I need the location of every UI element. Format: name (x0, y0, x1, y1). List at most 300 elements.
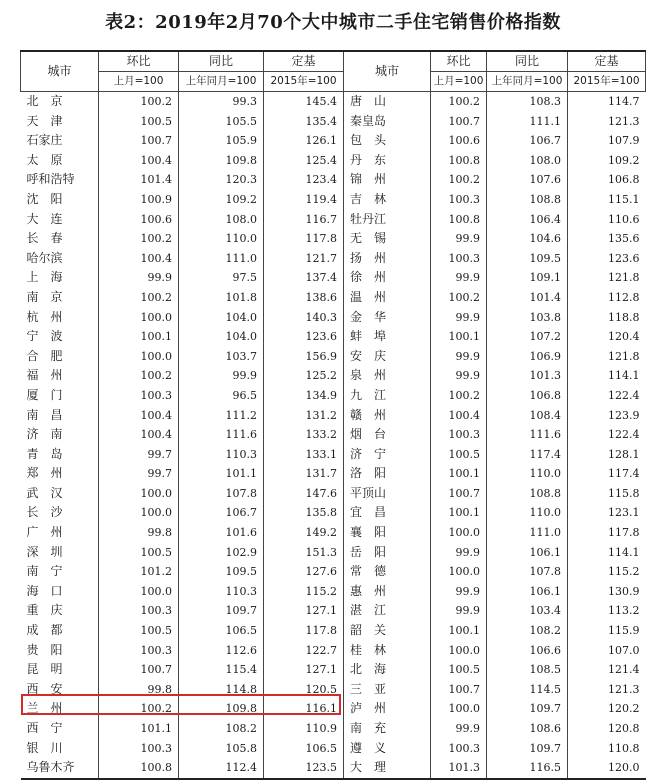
city-cell: 大 连 (26, 211, 63, 226)
dingji-cell: 125.4 (264, 151, 344, 171)
city-cell: 福 州 (26, 368, 63, 383)
tongbi-cell: 114.8 (179, 680, 264, 700)
city-cell: 金 华 (344, 308, 431, 328)
city-cell: 西 宁 (26, 721, 63, 735)
city-cell: 南 充 (344, 719, 431, 739)
huanbi-cell: 99.9 (99, 268, 179, 288)
dingji-cell: 116.1 (264, 699, 344, 719)
huanbi-cell: 100.7 (99, 131, 179, 151)
huanbi-cell: 100.2 (99, 366, 179, 386)
dingji-cell: 151.3 (264, 543, 344, 563)
huanbi-cell: 100.0 (99, 347, 179, 367)
city-cell: 重 庆 (26, 603, 63, 618)
city-cell: 广 州 (26, 525, 63, 540)
dingji-cell: 107.0 (568, 641, 646, 661)
dingji-cell: 123.9 (568, 406, 646, 426)
huanbi-cell: 100.1 (431, 621, 487, 641)
tongbi-cell: 103.8 (487, 308, 568, 328)
city-cell: 上 海 (26, 270, 63, 285)
huanbi-cell: 99.7 (99, 464, 179, 484)
city-cell: 沈 阳 (26, 191, 63, 206)
dingji-cell: 134.9 (264, 386, 344, 406)
huanbi-cell: 100.5 (99, 112, 179, 132)
city-cell: 扬 州 (344, 249, 431, 269)
city-cell: 温 州 (344, 288, 431, 308)
tongbi-cell: 108.5 (487, 660, 568, 680)
dingji-cell: 131.7 (264, 464, 344, 484)
tongbi-cell: 103.4 (487, 601, 568, 621)
table-row (21, 327, 646, 347)
table-row (21, 288, 646, 308)
dingji-cell: 128.1 (568, 445, 646, 465)
tongbi-cell: 112.4 (179, 758, 264, 779)
city-cell: 唐 山 (344, 92, 431, 112)
table-row (21, 601, 646, 621)
dingji-cell: 115.2 (264, 582, 344, 602)
huanbi-header: 环比 (431, 51, 487, 72)
dingji-cell: 133.1 (264, 445, 344, 465)
huanbi-cell: 100.2 (99, 288, 179, 308)
huanbi-cell: 100.1 (431, 327, 487, 347)
tongbi-cell: 101.6 (179, 523, 264, 543)
huanbi-cell: 100.2 (99, 92, 179, 112)
huanbi-cell: 100.0 (431, 523, 487, 543)
tongbi-cell: 97.5 (179, 268, 264, 288)
city-cell: 泸 州 (344, 699, 431, 719)
city-cell: 济 南 (26, 427, 63, 442)
table-row (21, 190, 646, 210)
huanbi-cell: 100.2 (431, 288, 487, 308)
huanbi-cell: 99.9 (431, 347, 487, 367)
city-cell: 无 锡 (344, 229, 431, 249)
city-cell: 银 川 (26, 740, 63, 755)
huanbi-base: 上月=100 (99, 72, 179, 92)
dingji-cell: 131.2 (264, 406, 344, 426)
city-cell: 深 圳 (26, 544, 63, 559)
dingji-cell: 121.7 (264, 249, 344, 269)
huanbi-cell: 99.8 (99, 523, 179, 543)
city-cell: 宁 波 (26, 329, 63, 344)
dingji-cell: 123.6 (264, 327, 344, 347)
dingji-cell: 121.3 (568, 680, 646, 700)
dingji-base: 2015年=100 (568, 72, 646, 92)
tongbi-cell: 106.1 (487, 543, 568, 563)
tongbi-cell: 112.6 (179, 641, 264, 661)
tongbi-cell: 108.8 (487, 484, 568, 504)
table-row (21, 582, 646, 602)
dingji-cell: 117.8 (264, 229, 344, 249)
huanbi-cell: 99.9 (431, 229, 487, 249)
huanbi-cell: 100.4 (99, 151, 179, 171)
huanbi-cell: 100.0 (99, 308, 179, 328)
tongbi-cell: 108.2 (487, 621, 568, 641)
huanbi-cell: 100.4 (99, 425, 179, 445)
huanbi-cell: 100.0 (431, 641, 487, 661)
huanbi-cell: 100.0 (99, 582, 179, 602)
huanbi-cell: 100.0 (431, 562, 487, 582)
dingji-cell: 114.1 (568, 366, 646, 386)
city-cell: 韶 关 (344, 621, 431, 641)
tongbi-cell: 105.9 (179, 131, 264, 151)
dingji-cell: 122.7 (264, 641, 344, 661)
tongbi-cell: 102.9 (179, 543, 264, 563)
huanbi-cell: 100.1 (431, 464, 487, 484)
dingji-cell: 121.4 (568, 660, 646, 680)
city-cell: 锦 州 (344, 170, 431, 190)
tongbi-cell: 120.3 (179, 170, 264, 190)
tongbi-cell: 111.6 (179, 425, 264, 445)
tongbi-base: 上年同月=100 (179, 72, 264, 92)
city-cell: 桂 林 (344, 641, 431, 661)
huanbi-cell: 101.4 (99, 170, 179, 190)
tongbi-cell: 109.8 (179, 699, 264, 719)
dingji-cell: 123.1 (568, 503, 646, 523)
city-header: 城市 (344, 51, 431, 92)
table-row (21, 719, 646, 739)
tongbi-cell: 103.7 (179, 347, 264, 367)
city-cell: 石家庄 (26, 133, 63, 148)
dingji-cell: 140.3 (264, 308, 344, 328)
dingji-cell: 106.8 (568, 170, 646, 190)
huanbi-cell: 100.3 (431, 739, 487, 759)
huanbi-cell: 100.9 (99, 190, 179, 210)
city-cell: 济 宁 (344, 445, 431, 465)
table-row (21, 347, 646, 367)
tongbi-cell: 116.5 (487, 758, 568, 779)
header-base-row (21, 72, 646, 92)
table-row (21, 366, 646, 386)
dingji-header: 定基 (264, 51, 344, 72)
dingji-cell: 121.3 (568, 112, 646, 132)
table-row (21, 268, 646, 288)
tongbi-cell: 109.7 (487, 739, 568, 759)
tongbi-cell: 101.3 (487, 366, 568, 386)
tongbi-cell: 108.0 (487, 151, 568, 171)
tongbi-cell: 107.8 (179, 484, 264, 504)
dingji-cell: 130.9 (568, 582, 646, 602)
huanbi-cell: 100.4 (99, 249, 179, 269)
city-cell: 蚌 埠 (344, 327, 431, 347)
tongbi-cell: 111.1 (487, 112, 568, 132)
dingji-cell: 135.4 (264, 112, 344, 132)
dingji-cell: 113.2 (568, 601, 646, 621)
dingji-cell: 137.4 (264, 268, 344, 288)
table-row (21, 680, 646, 700)
tongbi-cell: 114.5 (487, 680, 568, 700)
table-row (21, 445, 646, 465)
dingji-cell: 125.2 (264, 366, 344, 386)
city-cell: 南 昌 (26, 407, 63, 422)
huanbi-cell: 101.2 (99, 562, 179, 582)
huanbi-cell: 100.7 (99, 660, 179, 680)
tongbi-cell: 108.8 (487, 190, 568, 210)
dingji-cell: 147.6 (264, 484, 344, 504)
table-row (21, 660, 646, 680)
tongbi-cell: 108.2 (179, 719, 264, 739)
table-row (21, 464, 646, 484)
huanbi-cell: 100.3 (99, 601, 179, 621)
city-cell: 郑 州 (26, 466, 63, 481)
tongbi-cell: 109.5 (487, 249, 568, 269)
huanbi-cell: 99.8 (99, 680, 179, 700)
city-cell: 成 都 (26, 623, 63, 638)
city-cell: 三 亚 (344, 680, 431, 700)
huanbi-cell: 100.3 (99, 641, 179, 661)
table-title: 表2：2019年2月70个大中城市二手住宅销售价格指数 (105, 12, 561, 33)
huanbi-cell: 100.7 (431, 484, 487, 504)
price-index-table (20, 50, 646, 780)
huanbi-cell: 100.4 (99, 406, 179, 426)
huanbi-cell: 100.7 (431, 680, 487, 700)
dingji-cell: 119.4 (264, 190, 344, 210)
huanbi-cell: 100.8 (431, 210, 487, 230)
dingji-cell: 135.6 (568, 229, 646, 249)
city-cell: 泉 州 (344, 366, 431, 386)
city-cell: 秦皇岛 (344, 112, 431, 132)
tongbi-cell: 99.9 (179, 366, 264, 386)
huanbi-cell: 100.5 (431, 660, 487, 680)
city-cell: 合 肥 (26, 348, 63, 363)
table-row (21, 425, 646, 445)
huanbi-cell: 100.8 (431, 151, 487, 171)
dingji-cell: 120.2 (568, 699, 646, 719)
tongbi-cell: 108.3 (487, 92, 568, 112)
huanbi-cell: 100.0 (99, 484, 179, 504)
huanbi-cell: 99.9 (431, 268, 487, 288)
huanbi-cell: 100.3 (99, 386, 179, 406)
tongbi-cell: 106.4 (487, 210, 568, 230)
huanbi-base: 上月=100 (431, 72, 487, 92)
city-cell: 贵 阳 (26, 642, 63, 657)
dingji-cell: 149.2 (264, 523, 344, 543)
huanbi-cell: 100.2 (431, 92, 487, 112)
tongbi-cell: 104.6 (487, 229, 568, 249)
table-row (21, 131, 646, 151)
tongbi-cell: 109.1 (487, 268, 568, 288)
city-cell: 安 庆 (344, 347, 431, 367)
huanbi-cell: 99.9 (431, 582, 487, 602)
tongbi-cell: 110.0 (179, 229, 264, 249)
dingji-cell: 110.8 (568, 739, 646, 759)
dingji-cell: 115.9 (568, 621, 646, 641)
dingji-cell: 114.7 (568, 92, 646, 112)
dingji-cell: 107.9 (568, 131, 646, 151)
huanbi-cell: 100.6 (99, 210, 179, 230)
city-cell: 杭 州 (26, 309, 63, 324)
huanbi-cell: 100.7 (431, 112, 487, 132)
city-cell: 徐 州 (344, 268, 431, 288)
tongbi-cell: 101.8 (179, 288, 264, 308)
tongbi-cell: 106.7 (487, 131, 568, 151)
huanbi-cell: 100.2 (99, 229, 179, 249)
table-row (21, 543, 646, 563)
dingji-cell: 127.6 (264, 562, 344, 582)
tongbi-cell: 96.5 (179, 386, 264, 406)
tongbi-cell: 110.0 (487, 464, 568, 484)
city-cell: 惠 州 (344, 582, 431, 602)
tongbi-cell: 111.0 (179, 249, 264, 269)
tongbi-cell: 106.6 (487, 641, 568, 661)
dingji-base: 2015年=100 (264, 72, 344, 92)
city-cell: 常 德 (344, 562, 431, 582)
table-row (21, 406, 646, 426)
huanbi-cell: 100.1 (99, 327, 179, 347)
table-row (21, 641, 646, 661)
dingji-cell: 127.1 (264, 660, 344, 680)
city-cell: 宜 昌 (344, 503, 431, 523)
dingji-cell: 123.4 (264, 170, 344, 190)
city-cell: 岳 阳 (344, 543, 431, 563)
tongbi-cell: 110.0 (487, 503, 568, 523)
header-row (21, 51, 646, 72)
city-cell: 北 海 (344, 660, 431, 680)
dingji-cell: 126.1 (264, 131, 344, 151)
dingji-cell: 122.4 (568, 386, 646, 406)
city-cell: 哈尔滨 (26, 250, 63, 265)
huanbi-cell: 100.5 (431, 445, 487, 465)
huanbi-cell: 99.9 (431, 601, 487, 621)
tongbi-cell: 108.4 (487, 406, 568, 426)
tongbi-cell: 109.5 (179, 562, 264, 582)
tongbi-cell: 105.8 (179, 739, 264, 759)
table-row (21, 170, 646, 190)
huanbi-cell: 100.4 (431, 406, 487, 426)
tongbi-header: 同比 (487, 51, 568, 72)
tongbi-cell: 101.1 (179, 464, 264, 484)
table-row (21, 484, 646, 504)
table-row (21, 92, 646, 112)
dingji-cell: 121.8 (568, 347, 646, 367)
table-row (21, 386, 646, 406)
city-cell: 遵 义 (344, 739, 431, 759)
dingji-cell: 123.5 (264, 758, 344, 779)
city-cell: 长 春 (26, 231, 63, 246)
tongbi-cell: 110.3 (179, 582, 264, 602)
table-row (21, 210, 646, 230)
dingji-cell: 106.5 (264, 739, 344, 759)
city-cell: 南 宁 (26, 564, 63, 579)
dingji-header: 定基 (568, 51, 646, 72)
dingji-cell: 120.0 (568, 758, 646, 779)
tongbi-cell: 117.4 (487, 445, 568, 465)
tongbi-cell: 109.7 (179, 601, 264, 621)
city-cell: 天 津 (26, 113, 63, 128)
city-cell: 西 安 (26, 681, 63, 696)
tongbi-cell: 104.0 (179, 308, 264, 328)
dingji-cell: 117.8 (568, 523, 646, 543)
city-cell: 呼和浩特 (26, 172, 75, 187)
huanbi-cell: 99.9 (431, 366, 487, 386)
city-cell: 长 沙 (26, 505, 63, 520)
city-cell: 兰 州 (26, 701, 63, 716)
table-row (21, 699, 646, 719)
table-row (21, 562, 646, 582)
city-cell: 襄 阳 (344, 523, 431, 543)
dingji-cell: 133.2 (264, 425, 344, 445)
dingji-cell: 123.6 (568, 249, 646, 269)
table-row (21, 523, 646, 543)
city-header: 城市 (21, 51, 99, 92)
tongbi-cell: 105.5 (179, 112, 264, 132)
dingji-cell: 122.4 (568, 425, 646, 445)
city-cell: 乌鲁木齐 (21, 758, 99, 779)
city-cell: 洛 阳 (344, 464, 431, 484)
dingji-cell: 127.1 (264, 601, 344, 621)
dingji-cell: 112.8 (568, 288, 646, 308)
tongbi-cell: 106.9 (487, 347, 568, 367)
dingji-cell: 110.9 (264, 719, 344, 739)
dingji-cell: 120.4 (568, 327, 646, 347)
huanbi-cell: 99.7 (99, 445, 179, 465)
dingji-cell: 120.5 (264, 680, 344, 700)
city-cell: 武 汉 (26, 485, 63, 500)
tongbi-cell: 107.2 (487, 327, 568, 347)
tongbi-cell: 109.2 (179, 190, 264, 210)
huanbi-cell: 100.1 (431, 503, 487, 523)
dingji-cell: 109.2 (568, 151, 646, 171)
tongbi-cell: 108.6 (487, 719, 568, 739)
city-cell: 青 岛 (26, 446, 63, 461)
huanbi-cell: 100.5 (99, 621, 179, 641)
tongbi-base: 上年同月=100 (487, 72, 568, 92)
table-row (21, 151, 646, 171)
city-cell: 平顶山 (344, 484, 431, 504)
table-row (21, 229, 646, 249)
dingji-cell: 135.8 (264, 503, 344, 523)
huanbi-cell: 99.9 (431, 719, 487, 739)
city-cell: 大 理 (344, 758, 431, 779)
city-cell: 九 江 (344, 386, 431, 406)
table-row (21, 503, 646, 523)
city-cell: 包 头 (344, 131, 431, 151)
city-cell: 太 原 (26, 152, 63, 167)
tongbi-cell: 115.4 (179, 660, 264, 680)
huanbi-cell: 100.3 (431, 249, 487, 269)
huanbi-cell: 101.1 (99, 719, 179, 739)
huanbi-cell: 100.3 (431, 190, 487, 210)
dingji-cell: 115.1 (568, 190, 646, 210)
tongbi-cell: 106.1 (487, 582, 568, 602)
tongbi-cell: 99.3 (179, 92, 264, 112)
dingji-cell: 116.7 (264, 210, 344, 230)
table-row (21, 739, 646, 759)
dingji-cell: 121.8 (568, 268, 646, 288)
dingji-cell: 118.8 (568, 308, 646, 328)
dingji-cell: 117.4 (568, 464, 646, 484)
city-cell: 昆 明 (26, 662, 63, 677)
tongbi-cell: 106.8 (487, 386, 568, 406)
city-cell: 烟 台 (344, 425, 431, 445)
city-cell: 吉 林 (344, 190, 431, 210)
tongbi-cell: 106.5 (179, 621, 264, 641)
huanbi-cell: 100.6 (431, 131, 487, 151)
huanbi-cell: 101.3 (431, 758, 487, 779)
dingji-cell: 110.6 (568, 210, 646, 230)
huanbi-cell: 99.9 (431, 308, 487, 328)
city-cell: 厦 门 (26, 387, 63, 402)
tongbi-cell: 109.7 (487, 699, 568, 719)
table-row (21, 308, 646, 328)
huanbi-cell: 100.5 (99, 543, 179, 563)
huanbi-cell: 100.2 (431, 170, 487, 190)
dingji-cell: 115.2 (568, 562, 646, 582)
table-row (21, 758, 646, 779)
huanbi-cell: 100.3 (431, 425, 487, 445)
city-cell: 丹 东 (344, 151, 431, 171)
city-cell: 海 口 (26, 583, 63, 598)
tongbi-cell: 104.0 (179, 327, 264, 347)
dingji-cell: 120.8 (568, 719, 646, 739)
